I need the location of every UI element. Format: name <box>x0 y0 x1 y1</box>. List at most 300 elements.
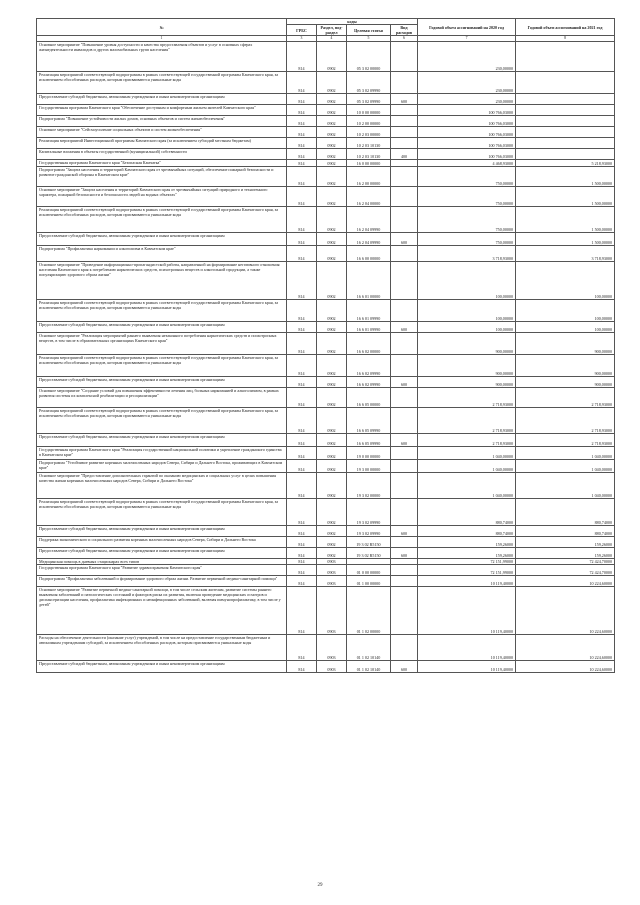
row-2021-cell: 1 040,00000 <box>516 472 615 498</box>
row-target-cell: 10 2 00 00000 <box>347 115 391 126</box>
row-grbs-cell: 814 <box>287 446 317 459</box>
row-vr-cell: 600 <box>391 321 418 332</box>
row-grbs-cell: 814 <box>287 433 317 446</box>
row-name-cell: Основное мероприятие "Развитие первичной медико-санитарной помощи, в том числе сельским жителям, развитие системы раннего выявления заболеваний и патологических состояний и факторов риска их развития, включая проведение медицинских осмотров и диспансеризации населения, профилактика инфекционных и неинфекционных заболеваний, включая иммунопрофилактику, в том числе у детей" <box>37 586 287 634</box>
row-razdel-cell: 0902 <box>317 354 347 376</box>
row-2020-cell: 880,74000 <box>418 498 516 525</box>
row-vr-cell <box>391 564 418 575</box>
row-grbs-cell: 814 <box>287 634 317 660</box>
row-name-cell: Предоставление субсидий бюджетным, автономным учреждениям и иным некоммерческим организациям <box>37 232 287 245</box>
row-2021-cell: 1 500,00000 <box>516 166 615 186</box>
row-2021-cell: 72 424,70000 <box>516 564 615 575</box>
row-target-cell: 01 1 00 00000 <box>347 575 391 586</box>
table-row <box>37 472 615 498</box>
row-2021-cell <box>516 93 615 104</box>
row-vr-cell: 600 <box>391 232 418 245</box>
row-2020-cell: 100,00000 <box>418 321 516 332</box>
row-name-cell: Государственная программа Камчатского края "Развитие здравоохранения Камчатского края" <box>37 564 287 575</box>
table-row <box>37 261 615 299</box>
row-name-cell: Предоставление субсидий бюджетным, автономным учреждениям и иным некоммерческим организациям <box>37 93 287 104</box>
row-vr-cell <box>391 166 418 186</box>
column-header-codes: коды <box>287 19 418 25</box>
row-name-cell: Государственная программа Камчатского края "Безопасная Камчатка" <box>37 159 287 166</box>
row-grbs-cell: 814 <box>287 41 317 71</box>
row-2021-cell: 2 718,93000 <box>516 433 615 446</box>
row-name-cell: Реализация мероприятий соответствующей подпрограммы в рамках соответствующей государственной программы Камчатского края, за исключением обособленных расходов, которым присваиваются уникальные коды <box>37 299 287 321</box>
row-vr-cell <box>391 354 418 376</box>
row-2021-cell: 159,26000 <box>516 547 615 558</box>
table-row <box>37 634 615 660</box>
row-2021-cell: 1 500,00000 <box>516 186 615 206</box>
row-grbs-cell: 814 <box>287 536 317 547</box>
column-header-vr: Вид расходов <box>391 25 418 36</box>
row-name-cell: Основное мероприятие "Повышение уровня доступности и качества предоставления объектов и услуг в основных сферах жизнедеятельности инвалидов и других маломобильных групп населения" <box>37 41 287 71</box>
row-target-cell: 01 0 00 00000 <box>347 564 391 575</box>
row-target-cell: 16 2 00 00000 <box>347 166 391 186</box>
table-row <box>37 232 615 245</box>
row-grbs-cell: 814 <box>287 376 317 387</box>
budget-document <box>36 18 614 673</box>
row-name-cell: Расходы на обеспечение деятельности (оказание услуг) учреждений, в том числе на предоставление государственным бюджетным и автономным учреждениям субсидий, за исключением обособленных расходов, которым присваиваются уникальные коды <box>37 634 287 660</box>
row-target-cell: 19 3 02 R5150 <box>347 536 391 547</box>
row-vr-cell <box>391 206 418 232</box>
row-vr-cell <box>391 245 418 261</box>
budget-table <box>36 18 615 673</box>
row-grbs-cell: 814 <box>287 547 317 558</box>
row-2020-cell: 10 119,40000 <box>418 634 516 660</box>
row-2020-cell: 72 151,99000 <box>418 558 516 564</box>
row-razdel-cell: 0902 <box>317 321 347 332</box>
row-2021-cell: 1 040,00000 <box>516 446 615 459</box>
table-row <box>37 354 615 376</box>
row-grbs-cell: 814 <box>287 232 317 245</box>
page-number: 29 <box>317 883 323 888</box>
row-grbs-cell: 814 <box>287 525 317 536</box>
row-name-cell: Медицинская помощь в дневных стационарах всех типов <box>37 558 287 564</box>
index-cell-8: 8 <box>516 36 615 42</box>
row-razdel-cell: 0902 <box>317 547 347 558</box>
table-row <box>37 575 615 586</box>
index-cell-4: 4 <box>317 36 347 42</box>
row-razdel-cell: 0902 <box>317 41 347 71</box>
row-target-cell: 19 3 02 00000 <box>347 472 391 498</box>
row-razdel-cell: 0902 <box>317 206 347 232</box>
row-target-cell: 10 2 03 10130 <box>347 137 391 148</box>
row-2020-cell: 900,00000 <box>418 376 516 387</box>
index-cell-3: 3 <box>287 36 317 42</box>
row-name-cell: Основное мероприятие "Проведение информационно-пропагандистской работы, направленной на формирование негативного отношения населения Камчатского края к потреблению наркотических средств, психотропных веществ и алкогольной продукции, а также популяризацию здорового образа жизни" <box>37 261 287 299</box>
row-vr-cell <box>391 387 418 407</box>
table-row <box>37 446 615 459</box>
row-razdel-cell: 0902 <box>317 459 347 472</box>
row-grbs-cell: 814 <box>287 148 317 159</box>
row-target-cell: 05 3 02 00000 <box>347 41 391 71</box>
row-razdel-cell: 0902 <box>317 159 347 166</box>
row-grbs-cell: 814 <box>287 354 317 376</box>
row-2021-cell: 10 224,60000 <box>516 586 615 634</box>
row-2021-cell <box>516 137 615 148</box>
row-2020-cell: 750,00000 <box>418 166 516 186</box>
row-grbs-cell: 814 <box>287 71 317 93</box>
row-vr-cell <box>391 634 418 660</box>
row-razdel-cell: 0903 <box>317 660 347 672</box>
table-row <box>37 186 615 206</box>
row-target-cell: 16 6 02 09990 <box>347 376 391 387</box>
row-2020-cell: 2 718,93000 <box>418 433 516 446</box>
row-2020-cell: 3 718,93000 <box>418 245 516 261</box>
table-row <box>37 433 615 446</box>
row-vr-cell <box>391 261 418 299</box>
row-2021-cell <box>516 41 615 71</box>
row-vr-cell <box>391 586 418 634</box>
table-row <box>37 321 615 332</box>
row-2020-cell: 100 766,03000 <box>418 104 516 115</box>
table-row <box>37 332 615 354</box>
row-2021-cell <box>516 126 615 137</box>
table-row <box>37 564 615 575</box>
table-row <box>37 148 615 159</box>
row-2021-cell <box>516 71 615 93</box>
row-name-cell: Предоставление субсидий бюджетным, автономным учреждениям и иным некоммерческим организациям <box>37 433 287 446</box>
row-razdel-cell: 0903 <box>317 586 347 634</box>
row-2020-cell: 750,00000 <box>418 186 516 206</box>
row-grbs-cell: 814 <box>287 407 317 433</box>
row-grbs-cell: 814 <box>287 137 317 148</box>
row-name-cell: Предоставление субсидий бюджетным, автономным учреждениям и иным некоммерческим организациям <box>37 660 287 672</box>
row-grbs-cell: 814 <box>287 115 317 126</box>
row-vr-cell: 600 <box>391 93 418 104</box>
row-razdel-cell: 0902 <box>317 525 347 536</box>
table-row <box>37 93 615 104</box>
row-vr-cell <box>391 137 418 148</box>
row-name-cell: Подпрограмма "Профилактика заболеваний и формирование здорового образа жизни. Развитие первичной медико-санитарной помощи" <box>37 575 287 586</box>
row-vr-cell: 600 <box>391 525 418 536</box>
row-razdel-cell: 0902 <box>317 93 347 104</box>
row-vr-cell <box>391 104 418 115</box>
index-cell-5: 5 <box>347 36 391 42</box>
row-name-cell: Предоставление субсидий бюджетным, автономным учреждениям и иным некоммерческим организациям <box>37 525 287 536</box>
row-grbs-cell: 814 <box>287 332 317 354</box>
row-2021-cell: 10 224,60000 <box>516 660 615 672</box>
row-target-cell: 10 0 00 00000 <box>347 104 391 115</box>
row-target-cell: 01 1 02 10140 <box>347 634 391 660</box>
column-header-grbs: ГРБС <box>287 25 317 36</box>
row-razdel-cell: 0902 <box>317 261 347 299</box>
table-row <box>37 525 615 536</box>
row-grbs-cell: 814 <box>287 186 317 206</box>
row-razdel-cell: 0902 <box>317 407 347 433</box>
table-row <box>37 299 615 321</box>
row-target-cell: 19 3 00 00000 <box>347 459 391 472</box>
row-vr-cell: 400 <box>391 148 418 159</box>
row-target-cell: 16 6 02 09990 <box>347 354 391 376</box>
row-target-cell: 19 0 00 00000 <box>347 446 391 459</box>
table-row <box>37 137 615 148</box>
row-razdel-cell: 0902 <box>317 299 347 321</box>
row-2021-cell: 900,00000 <box>516 354 615 376</box>
row-2021-cell: 100,00000 <box>516 299 615 321</box>
row-vr-cell <box>391 575 418 586</box>
row-grbs-cell: 814 <box>287 166 317 186</box>
row-razdel-cell: 0902 <box>317 446 347 459</box>
row-name-cell: Подпрограмма "Профилактика наркомании и алкоголизма в Камчатском крае" <box>37 245 287 261</box>
row-vr-cell <box>391 126 418 137</box>
row-razdel-cell: 0903 <box>317 575 347 586</box>
table-row <box>37 126 615 137</box>
row-2021-cell: 100,00000 <box>516 321 615 332</box>
table-row <box>37 536 615 547</box>
row-vr-cell <box>391 41 418 71</box>
row-2020-cell: 159,26000 <box>418 536 516 547</box>
row-2020-cell: 100 766,03000 <box>418 115 516 126</box>
row-2020-cell: 2 718,93000 <box>418 407 516 433</box>
row-target-cell: 16 6 02 00000 <box>347 332 391 354</box>
row-name-cell: Государственная программа Камчатского края "Реализация государственной национальной политики и укрепление гражданского единства в Камчатском крае" <box>37 446 287 459</box>
row-name-cell: Реализация мероприятий соответствующей подпрограммы в рамках соответствующей государственной программы Камчатского края, за исключением обособленных расходов, которым присваиваются уникальные коды <box>37 354 287 376</box>
row-name-cell: Реализация мероприятий соответствующей подпрограммы в рамках соответствующей государственной программы Камчатского края, за исключением обособленных расходов, которым присваиваются уникальные коды <box>37 498 287 525</box>
row-target-cell: 16 6 00 00000 <box>347 245 391 261</box>
row-name-cell: Реализация мероприятий соответствующей подпрограммы в рамках соответствующей государственной программы Камчатского края, за исключением обособленных расходов, которым присваиваются уникальные коды <box>37 71 287 93</box>
row-2021-cell: 100,00000 <box>516 261 615 299</box>
row-2021-cell: 2 718,93000 <box>516 407 615 433</box>
row-razdel-cell: 0902 <box>317 536 347 547</box>
row-target-cell: 16 6 05 09990 <box>347 407 391 433</box>
row-name-cell: Предоставление субсидий бюджетным, автономным учреждениям и иным некоммерческим организациям <box>37 321 287 332</box>
row-2021-cell: 10 224,60000 <box>516 634 615 660</box>
table-row <box>37 498 615 525</box>
column-header-name: № <box>37 19 287 36</box>
row-name-cell: Предоставление субсидий бюджетным, автономным учреждениям и иным некоммерческим организациям <box>37 547 287 558</box>
column-header-2021: Годовой объем ассигнований на 2021 год <box>516 19 615 36</box>
row-grbs-cell: 814 <box>287 93 317 104</box>
row-vr-cell <box>391 115 418 126</box>
row-vr-cell <box>391 332 418 354</box>
row-2020-cell: 100 766,03000 <box>418 126 516 137</box>
row-2021-cell: 900,00000 <box>516 376 615 387</box>
row-2020-cell: 230,00000 <box>418 41 516 71</box>
row-2021-cell: 1 040,00000 <box>516 459 615 472</box>
table-row <box>37 104 615 115</box>
row-2021-cell: 159,26000 <box>516 536 615 547</box>
row-2021-cell <box>516 148 615 159</box>
row-2020-cell: 880,74000 <box>418 525 516 536</box>
table-row <box>37 166 615 186</box>
row-grbs-cell: 814 <box>287 299 317 321</box>
row-target-cell: 16 6 01 09990 <box>347 321 391 332</box>
row-razdel-cell: 0902 <box>317 433 347 446</box>
row-razdel-cell: 0902 <box>317 376 347 387</box>
row-name-cell: Реализация мероприятий соответствующей подпрограммы в рамках соответствующей государственной программы Камчатского края, за исключением обособленных расходов, которым присваиваются уникальные коды <box>37 206 287 232</box>
table-row <box>37 159 615 166</box>
row-2021-cell: 10 224,60000 <box>516 575 615 586</box>
row-target-cell: 01 1 02 00000 <box>347 586 391 634</box>
row-2020-cell: 10 119,40000 <box>418 586 516 634</box>
row-2020-cell: 900,00000 <box>418 332 516 354</box>
row-grbs-cell: 814 <box>287 498 317 525</box>
row-2020-cell: 230,00000 <box>418 71 516 93</box>
row-razdel-cell: 0902 <box>317 245 347 261</box>
row-2021-cell: 880,74000 <box>516 498 615 525</box>
row-target-cell: 16 6 01 09990 <box>347 299 391 321</box>
table-row <box>37 407 615 433</box>
row-vr-cell <box>391 472 418 498</box>
row-target-cell: 16 6 05 09990 <box>347 433 391 446</box>
table-row <box>37 387 615 407</box>
table-row <box>37 115 615 126</box>
row-grbs-cell: 814 <box>287 321 317 332</box>
row-grbs-cell: 814 <box>287 660 317 672</box>
row-razdel-cell: 0902 <box>317 232 347 245</box>
row-razdel-cell: 0902 <box>317 104 347 115</box>
row-2020-cell: 4 468,93000 <box>418 159 516 166</box>
row-grbs-cell: 814 <box>287 206 317 232</box>
row-name-cell: Капитальные вложения в объекты государственной (муниципальной) собственности <box>37 148 287 159</box>
row-2021-cell <box>516 104 615 115</box>
row-2021-cell: 5 218,93000 <box>516 159 615 166</box>
table-row <box>37 376 615 387</box>
row-2020-cell: 2 718,93000 <box>418 387 516 407</box>
row-2020-cell: 750,00000 <box>418 206 516 232</box>
row-name-cell: Подпрограмма "Защита населения и территорий Камчатского края от чрезвычайных ситуаций, обеспечение пожарной безопасности и развитие гражданской обороны в Камчатском крае" <box>37 166 287 186</box>
row-name-cell: Реализация мероприятий соответствующей подпрограммы в рамках соответствующей государственной программы Камчатского края, за исключением обособленных расходов, которым присваиваются уникальные коды <box>37 407 287 433</box>
row-target-cell: 16 2 04 09990 <box>347 206 391 232</box>
row-grbs-cell: 814 <box>287 126 317 137</box>
row-razdel-cell: 0902 <box>317 148 347 159</box>
table-row <box>37 206 615 232</box>
row-2020-cell: 100 766,03000 <box>418 137 516 148</box>
row-2021-cell: 3 718,93000 <box>516 245 615 261</box>
row-2020-cell: 159,26000 <box>418 547 516 558</box>
row-target-cell: 16 6 01 00000 <box>347 261 391 299</box>
table-row <box>37 245 615 261</box>
row-2020-cell: 10 119,40000 <box>418 660 516 672</box>
row-target-cell: 05 3 02 09990 <box>347 71 391 93</box>
row-grbs-cell: 814 <box>287 586 317 634</box>
column-header-target: Целевая статья <box>347 25 391 36</box>
row-2021-cell: 880,74000 <box>516 525 615 536</box>
column-header-razdel: Раздел, под-раздел <box>317 25 347 36</box>
index-cell-6: 6 <box>391 36 418 42</box>
row-name-cell: Реализация мероприятий Инвестиционной программы Камчатского края (за исключением субсидий местным бюджетам) <box>37 137 287 148</box>
row-vr-cell <box>391 186 418 206</box>
row-2021-cell: 1 500,00000 <box>516 232 615 245</box>
table-row <box>37 586 615 634</box>
table-row <box>37 547 615 558</box>
table-row <box>37 41 615 71</box>
row-2020-cell: 230,00000 <box>418 93 516 104</box>
row-2020-cell: 1 040,00000 <box>418 446 516 459</box>
row-2021-cell: 900,00000 <box>516 332 615 354</box>
row-2020-cell: 100 766,03000 <box>418 148 516 159</box>
table-row <box>37 660 615 672</box>
row-2020-cell: 100,00000 <box>418 261 516 299</box>
row-2020-cell: 750,00000 <box>418 232 516 245</box>
row-name-cell: Основное мероприятие "Предоставление дополнительных гарантий по оказанию медицинских и социальных услуг в целях повышения качества жизни коренных малочисленных народов Севера, Сибири и Дальнего Востока" <box>37 472 287 498</box>
row-2020-cell: 100,00000 <box>418 299 516 321</box>
row-vr-cell <box>391 459 418 472</box>
row-vr-cell <box>391 299 418 321</box>
row-razdel-cell: 0902 <box>317 332 347 354</box>
row-vr-cell: 600 <box>391 376 418 387</box>
row-2020-cell: 1 040,00000 <box>418 472 516 498</box>
row-name-cell: Подпрограмма "Устойчивое развитие коренных малочисленных народов Севера, Сибири и Дальнего Востока, проживающих в Камчатском крае" <box>37 459 287 472</box>
row-grbs-cell: 814 <box>287 459 317 472</box>
row-grbs-cell: 814 <box>287 387 317 407</box>
row-grbs-cell: 814 <box>287 261 317 299</box>
row-target-cell: 16 2 04 00000 <box>347 186 391 206</box>
row-razdel-cell: 0902 <box>317 387 347 407</box>
row-grbs-cell: 814 <box>287 104 317 115</box>
row-vr-cell <box>391 498 418 525</box>
row-target-cell: 16 2 04 09990 <box>347 232 391 245</box>
row-grbs-cell: 814 <box>287 575 317 586</box>
row-2021-cell <box>516 115 615 126</box>
row-vr-cell: 600 <box>391 547 418 558</box>
row-target-cell: 19 3 02 R5150 <box>347 547 391 558</box>
row-razdel-cell: 0902 <box>317 166 347 186</box>
row-razdel-cell: 0902 <box>317 137 347 148</box>
row-grbs-cell: 814 <box>287 159 317 166</box>
row-2021-cell: 72 424,70000 <box>516 558 615 564</box>
index-cell-7: 7 <box>418 36 516 42</box>
row-name-cell: Подпрограмма "Повышение устойчивости жилых домов, основных объектов и систем жизнеобеспечения" <box>37 115 287 126</box>
row-razdel-cell: 0902 <box>317 186 347 206</box>
index-cell-1: 1 <box>37 36 287 42</box>
row-razdel-cell: 0903 <box>317 564 347 575</box>
row-razdel-cell: 0902 <box>317 71 347 93</box>
row-grbs-cell: 814 <box>287 472 317 498</box>
row-target-cell: 19 3 02 09990 <box>347 525 391 536</box>
table-row <box>37 71 615 93</box>
row-name-cell: Предоставление субсидий бюджетным, автономным учреждениям и иным некоммерческим организациям <box>37 376 287 387</box>
row-2020-cell: 72 151,99000 <box>418 564 516 575</box>
row-name-cell: Основное мероприятие "Реализация мероприятий раннего выявления незаконного потребления наркотических средств и психотропных веществ, в том числе в образовательных организациях Камчатского края" <box>37 332 287 354</box>
row-name-cell: Поддержка экономического и социального развития коренных малочисленных народов Севера, Сибири и Дальнего Востока <box>37 536 287 547</box>
row-vr-cell: 600 <box>391 660 418 672</box>
row-2021-cell: 2 718,93000 <box>516 387 615 407</box>
row-target-cell: 16 0 00 00000 <box>347 159 391 166</box>
row-grbs-cell: 814 <box>287 558 317 564</box>
row-razdel-cell: 0902 <box>317 498 347 525</box>
row-name-cell: Основное мероприятие "Сейсмоусиление социальных объектов и систем жизнеобеспечения" <box>37 126 287 137</box>
row-vr-cell <box>391 536 418 547</box>
row-vr-cell <box>391 446 418 459</box>
row-target-cell: 10 2 03 00000 <box>347 126 391 137</box>
row-razdel-cell: 0902 <box>317 115 347 126</box>
row-target-cell: 19 3 02 09990 <box>347 498 391 525</box>
row-razdel-cell: 0902 <box>317 472 347 498</box>
row-2020-cell: 900,00000 <box>418 354 516 376</box>
row-target-cell: 10 2 03 10130 <box>347 148 391 159</box>
row-vr-cell: 600 <box>391 433 418 446</box>
row-2021-cell: 1 500,00000 <box>516 206 615 232</box>
row-grbs-cell: 814 <box>287 245 317 261</box>
row-name-cell: Основное мероприятие "Защита населения и территорий Камчатского края от чрезвычайных ситуаций природного и техногенного характера, пожарной безопасности и безопасности людей на водных объектах" <box>37 186 287 206</box>
row-target-cell: 01 1 02 10140 <box>347 660 391 672</box>
row-razdel-cell: 0903 <box>317 634 347 660</box>
row-target-cell: 16 6 05 00000 <box>347 387 391 407</box>
row-grbs-cell: 814 <box>287 564 317 575</box>
row-name-cell: Государственная программа Камчатского края "Обеспечение доступным и комфортным жильем жителей Камчатского края" <box>37 104 287 115</box>
row-target-cell: 05 3 02 09990 <box>347 93 391 104</box>
row-2020-cell: 10 119,40000 <box>418 575 516 586</box>
table-row <box>37 459 615 472</box>
row-vr-cell <box>391 407 418 433</box>
row-razdel-cell: 0902 <box>317 126 347 137</box>
row-vr-cell <box>391 159 418 166</box>
row-vr-cell <box>391 71 418 93</box>
row-razdel-cell: 0903 <box>317 558 347 564</box>
